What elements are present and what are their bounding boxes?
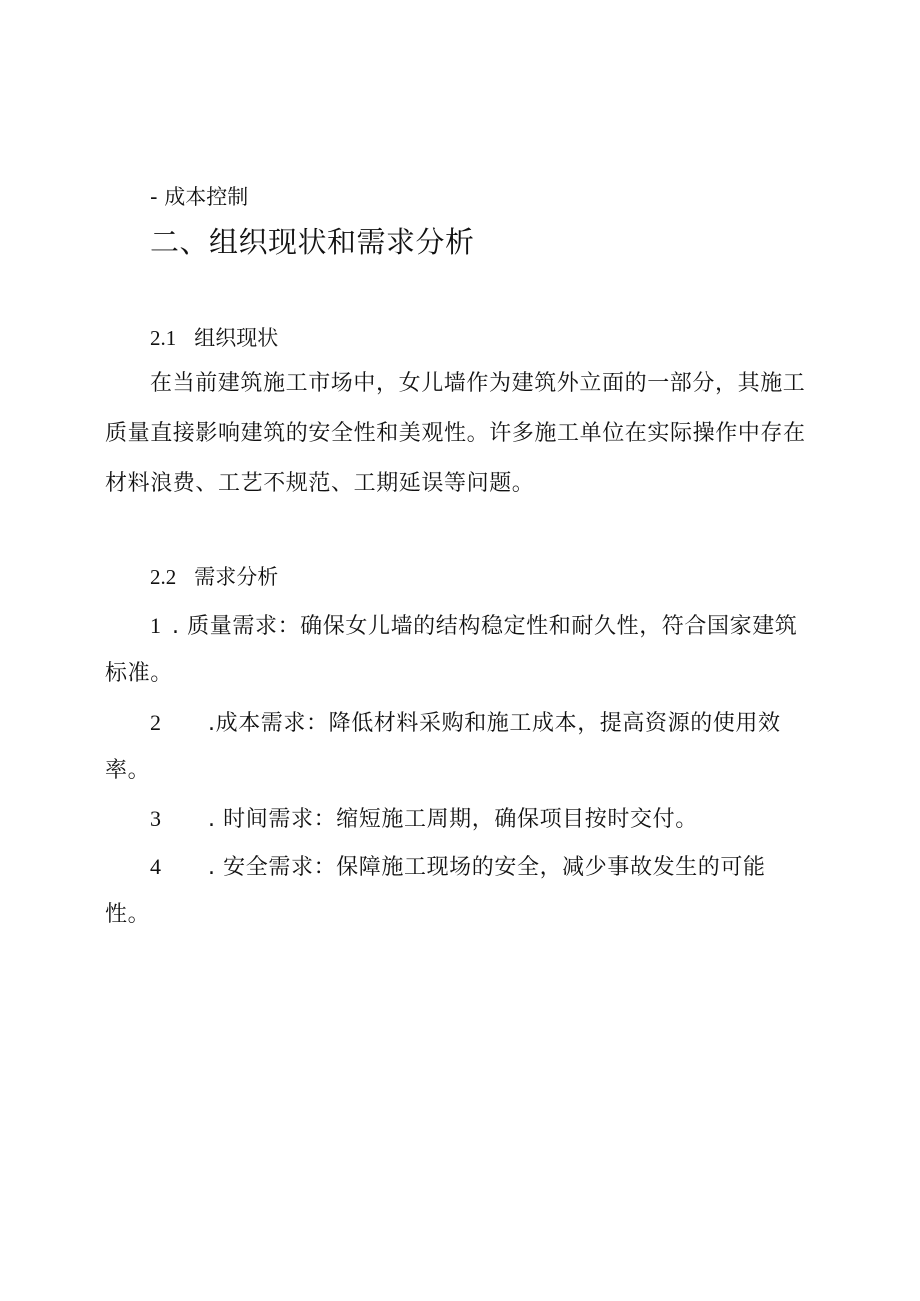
paragraph-line: 质量直接影响建筑的安全性和美观性。许多施工单位在实际操作中存在 <box>105 421 806 446</box>
list-item-time <box>150 808 698 831</box>
subsection-title: 需求分析 <box>194 565 279 589</box>
list-item-safety <box>150 856 766 879</box>
paragraph-line: 在当前建筑施工市场中，女儿墙作为建筑外立面的一部分，其施工 <box>150 371 806 396</box>
list-item-continuation: 标准。 <box>105 661 173 686</box>
subsection-number: 2.2 <box>150 565 177 589</box>
list-item-number: 4 <box>150 854 162 879</box>
list-item-text: . 质量需求：确保女儿墙的结构稳定性和耐久性，符合国家建筑 <box>172 614 798 639</box>
subsection-heading-requirements <box>150 567 278 588</box>
list-item-number: 3 <box>150 806 162 831</box>
list-item-text: .成本需求：降低材料采购和施工成本，提高资源的使用效 <box>208 711 781 736</box>
bullet-item-cost-control: - 成本控制 <box>150 185 249 209</box>
subsection-number: 2.1 <box>150 326 177 350</box>
paragraph-line: 材料浪费、工艺不规范、工期延误等问题。 <box>105 471 535 496</box>
list-item-number: 1 <box>150 613 162 638</box>
list-item-cost <box>150 712 781 735</box>
list-item-text: . 安全需求：保障施工现场的安全，减少事故发生的可能 <box>208 855 766 880</box>
list-item-quality <box>150 615 797 638</box>
subsection-title: 组织现状 <box>194 326 279 350</box>
section-heading: 二、组织现状和需求分析 <box>150 225 475 259</box>
list-item-continuation: 性。 <box>105 902 151 927</box>
list-item-number: 2 <box>150 710 162 735</box>
subsection-heading-org-status <box>150 328 278 349</box>
list-item-text: . 时间需求：缩短施工周期，确保项目按时交付。 <box>208 807 698 832</box>
list-item-continuation: 率。 <box>105 758 151 783</box>
